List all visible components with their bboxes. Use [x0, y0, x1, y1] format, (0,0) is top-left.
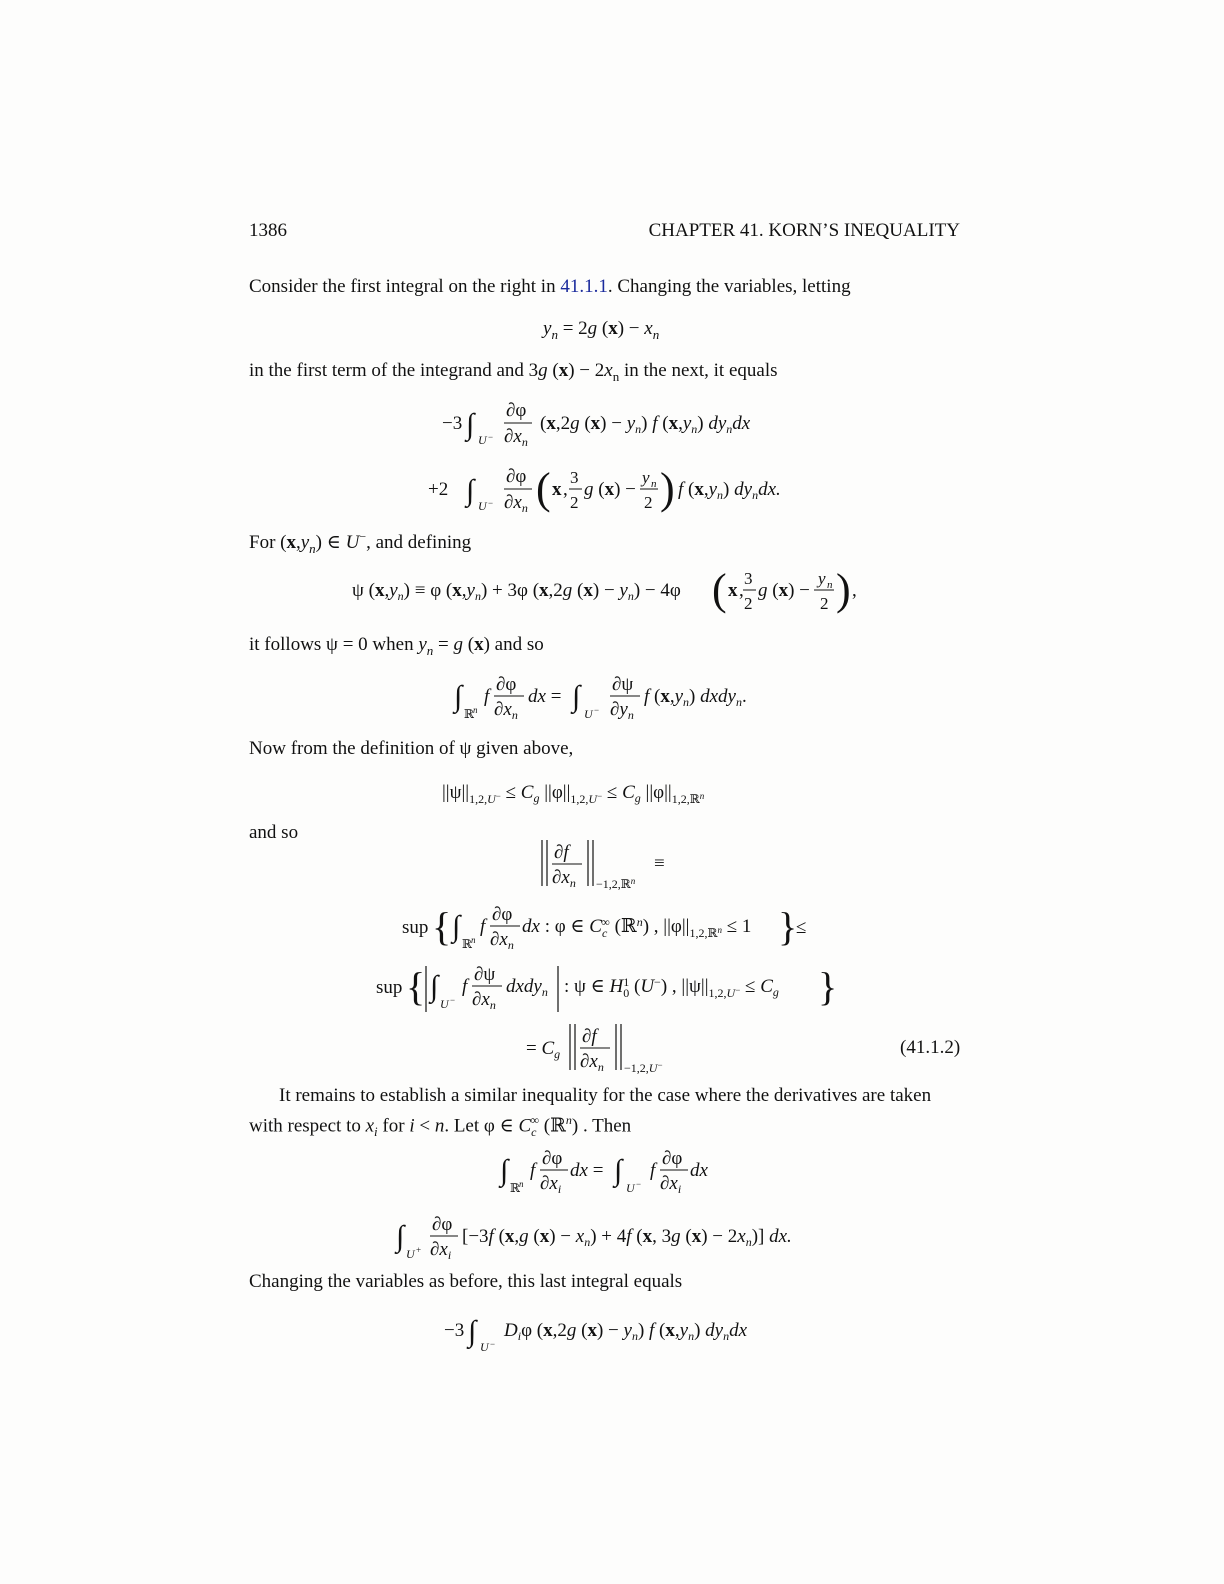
svg-text:}: }: [818, 964, 838, 1009]
svg-text:∂φ: ∂φ: [492, 904, 513, 925]
paragraph-8-text: Changing the variables as before, this last integral equals: [249, 1271, 683, 1292]
svg-text:U: U: [626, 1181, 635, 1195]
equation-result: [524, 1020, 704, 1078]
svg-text:−1,2,ℝn: −1,2,ℝ$^n$: [596, 876, 636, 891]
svg-text:2: 2: [820, 594, 829, 613]
paragraph-8: [249, 1270, 682, 1294]
svg-text:x: x: [552, 479, 562, 500]
svg-text:∂xn: $\partial x_n$: [472, 989, 496, 1012]
svg-text:2: 2: [644, 493, 653, 512]
svg-text:−: −: [488, 432, 494, 442]
svg-text:,: ,: [563, 479, 568, 500]
svg-text:f: f: [484, 686, 490, 707]
svg-text:∂ψ: ∂ψ: [612, 674, 634, 695]
paragraph-7: It remains to establish a similar inequality for the case where the derivatives are taken with respect to $x_i$ for i < n. Let φ ∈ $C_c^\infty$ (ℝ$^n$) . Then: [249, 1085, 932, 1140]
svg-text:∫: ∫: [572, 680, 581, 713]
svg-text:∂ψ: ∂ψ: [474, 964, 496, 985]
equation-xi-line1: [498, 1144, 728, 1200]
page-number: 1386: [249, 220, 287, 241]
svg-text:yn = 2g (x) − xn: $y_n = 2g$ $(x) - x_n$: [543, 318, 660, 342]
svg-text:∫: ∫: [396, 1220, 405, 1253]
svg-text:): ): [660, 464, 675, 513]
svg-text:dxdyn: dxdy$_n$: [506, 976, 548, 999]
svg-text:−3: −3: [444, 1320, 465, 1341]
svg-text:∫: ∫: [468, 1315, 477, 1348]
svg-text:g (x) −: g (x) −: [758, 580, 810, 601]
svg-text:∫: ∫: [466, 474, 475, 507]
svg-text:g (x) −: g (x) −: [584, 479, 636, 500]
svg-text:∂φ: ∂φ: [506, 466, 527, 487]
svg-text:3: 3: [570, 468, 579, 487]
svg-text:∂xn: $\partial x_n$: [504, 426, 528, 449]
svg-text:dx =: dx =: [570, 1160, 604, 1181]
equation-reference-link[interactable]: 41.1.1: [560, 276, 608, 297]
svg-text:∂φ: ∂φ: [662, 1148, 683, 1169]
svg-text:f: f: [480, 916, 486, 937]
svg-text:y: y: [642, 468, 650, 487]
svg-text:sup: sup: [402, 917, 429, 938]
svg-text:sup: sup: [376, 977, 403, 998]
svg-text:∂f: ∂f: [582, 1026, 597, 1047]
svg-text:n: n: [827, 579, 833, 591]
svg-text:dx: dx: [690, 1160, 708, 1181]
svg-text:∂xn: $\partial x_n$: [580, 1051, 604, 1074]
svg-text:f: f: [530, 1160, 536, 1181]
svg-text:∂yn: $\partial y_n$: [610, 699, 634, 722]
svg-text:U: U: [406, 1247, 415, 1261]
svg-text:2: 2: [570, 493, 579, 512]
svg-text:y: y: [818, 569, 826, 588]
svg-text:∂xn: $\partial x_n$: [504, 492, 528, 515]
svg-text:∂φ: ∂φ: [506, 400, 527, 421]
svg-text:−3: −3: [442, 413, 463, 434]
svg-text:∂xn: $\partial x_n$: [552, 867, 576, 890]
svg-text:+2: +2: [428, 479, 449, 500]
equation-last: [440, 1306, 780, 1356]
svg-text:ψ (x,yn) ≡ φ (x,yn) + 3φ (x,2g: ψ $(x,y_n) \equiv \varphi$ $(x,y_n) + 3\varphi$ (x,2g $(x) - y_n) - 4\varphi$: [352, 580, 681, 603]
svg-text:∂xi: $\partial x_i$: [540, 1173, 562, 1196]
svg-text:ℝ: ℝ: [464, 707, 474, 721]
svg-text:−: −: [488, 498, 494, 508]
svg-text:U: U: [584, 707, 593, 721]
svg-text:f (x,yn) dyndx.: f $(x,y_n)$ $dy_ndx$.: [678, 479, 781, 502]
paragraph-1: [249, 275, 851, 299]
svg-text:U: U: [478, 499, 487, 513]
svg-text:∂xi: $\partial x_i$: [430, 1239, 452, 1262]
svg-text:U: U: [478, 433, 487, 447]
chapter-title: CHAPTER 41. KORN’S INEQUALITY: [648, 220, 960, 241]
equation-psi-integral: [452, 670, 772, 726]
paragraph-2: in the first term of the integrand and 3g $(x) - 2x_n$ in the next, it equals: [249, 360, 778, 384]
paragraph-1-text-b: . Changing the variables, letting: [607, 276, 851, 297]
svg-text:∫: ∫: [466, 408, 475, 441]
svg-text:,: ,: [852, 580, 857, 601]
svg-text:∫: ∫: [430, 970, 439, 1003]
equation-integral-pair: [420, 396, 800, 524]
svg-text:−: −: [450, 995, 456, 1005]
svg-text:ℝ: ℝ: [462, 937, 472, 951]
svg-text:(: (: [712, 565, 727, 614]
svg-text:2: 2: [744, 594, 753, 613]
svg-text:−: −: [636, 1179, 642, 1189]
svg-text:∂f: ∂f: [554, 842, 569, 863]
equation-change-of-variables: [540, 312, 680, 342]
svg-text:∂φ: ∂φ: [542, 1148, 563, 1169]
svg-text:≤: ≤: [796, 917, 807, 938]
svg-text:n: n: [651, 478, 657, 490]
svg-text:∫: ∫: [614, 1154, 623, 1187]
paragraph-6-text: and so: [249, 822, 299, 843]
svg-text:+: +: [416, 1245, 422, 1255]
svg-text:∂xn: $\partial x_n$: [494, 699, 518, 722]
svg-text:3: 3: [744, 569, 753, 588]
paragraph-5: [249, 737, 573, 761]
svg-text:∂xi: $\partial x_i$: [660, 1173, 682, 1196]
equation-norm-bound: [440, 776, 780, 810]
equation-label: (41.1.2): [900, 1037, 961, 1058]
svg-text:{: {: [406, 964, 426, 1009]
svg-text:(x,2g (x) − yn) f (x,yn) dyndx: (x,2g $(x) - y_n$) f $(x,y_n)$ $dy_ndx$: [540, 413, 751, 436]
paragraph-1-text-a: Consider the first integral on the right in: [249, 276, 561, 297]
svg-text:dx : φ ∈ Cc∞ (ℝn) , ||φ||1,2,ℝ: dx : φ ∈ $C_c\infty$ (ℝ$^n$) , $||\varphi||_{1,2,ℝ}^n \le 1$: [522, 915, 752, 940]
equation-sup-line1: [400, 898, 820, 958]
svg-text:f (x,yn) dxdyn.: f $(x,y_n)$ dxdy$_n$.: [644, 686, 747, 709]
svg-text:dx =: dx =: [528, 686, 562, 707]
svg-text:−: −: [490, 1339, 496, 1349]
svg-text:: ψ ∈ H01 (U−) , ||ψ||1,2,U− ≤: : ψ ∈ $H_01$ (U−) , $||\psi||_{1,2,}U^- \le C_g$: [564, 975, 779, 1000]
svg-text:∫: ∫: [454, 680, 463, 713]
svg-text:): ): [836, 565, 851, 614]
svg-text:∂xn: $\partial x_n$: [490, 929, 514, 952]
svg-text:= Cg: = $C_g$: [526, 1038, 561, 1061]
svg-text:∂φ: ∂φ: [496, 674, 517, 695]
paragraph-5-text: Now from the definition of ψ given above,: [249, 738, 574, 759]
svg-text:−1,2,U−: −1,2,U−: [624, 1060, 663, 1075]
paragraph-3: For $(x,y_n)$ ∈ U−, and defining: [249, 530, 472, 557]
svg-text:ℝ: ℝ: [510, 1181, 520, 1195]
svg-text:{: {: [432, 904, 452, 949]
svg-text:n: n: [471, 935, 476, 945]
equation-dual-norm: [536, 836, 686, 896]
svg-text:n: n: [519, 1179, 524, 1189]
svg-text:Diφ (x,2g (x) − yn) f (x,yn) d: $D_i\varphi$ (x,2g $(x) - y_n$) f $(x,y_n)$ $dy_ndx$: [504, 1320, 748, 1343]
equation-psi-definition: [350, 562, 870, 620]
svg-text:,: ,: [739, 580, 744, 601]
svg-text:n: n: [473, 705, 478, 715]
equation-xi-line2: [394, 1210, 834, 1266]
svg-text:(: (: [536, 464, 551, 513]
svg-text:f: f: [650, 1160, 656, 1181]
svg-text:∂φ: ∂φ: [432, 1214, 453, 1235]
svg-text:U: U: [440, 997, 449, 1011]
svg-text:∫: ∫: [452, 910, 461, 943]
svg-text:∫: ∫: [500, 1154, 509, 1187]
svg-text:x: x: [728, 580, 738, 601]
paragraph-4: it follows ψ = 0 when $y_n = g$ (x) and so: [249, 634, 544, 658]
svg-text:−: −: [594, 705, 600, 715]
svg-text:U: U: [480, 1340, 489, 1354]
svg-text:f: f: [462, 976, 468, 997]
svg-text:[−3f (x,g (x) − xn) + 4f (x, 3: [−3f (x,g $(x) - x_n) + 4f$ (x, 3g $(x) - 2x_n$)] dx.: [462, 1226, 792, 1249]
svg-text:||ψ||1,2,U− ≤ Cg ||φ||1,2,U− ≤: $||\psi||_{1,2,}U^- \le C_g$ $||\varphi||_{1,2,}U^- \le C_g$ $||\varphi||_{1,2,ℝ}^n$: [442, 782, 705, 806]
paragraph-6: [249, 821, 298, 845]
svg-text:≡: ≡: [654, 853, 665, 874]
svg-text:}: }: [778, 904, 798, 949]
equation-sup-line2: [374, 958, 844, 1018]
